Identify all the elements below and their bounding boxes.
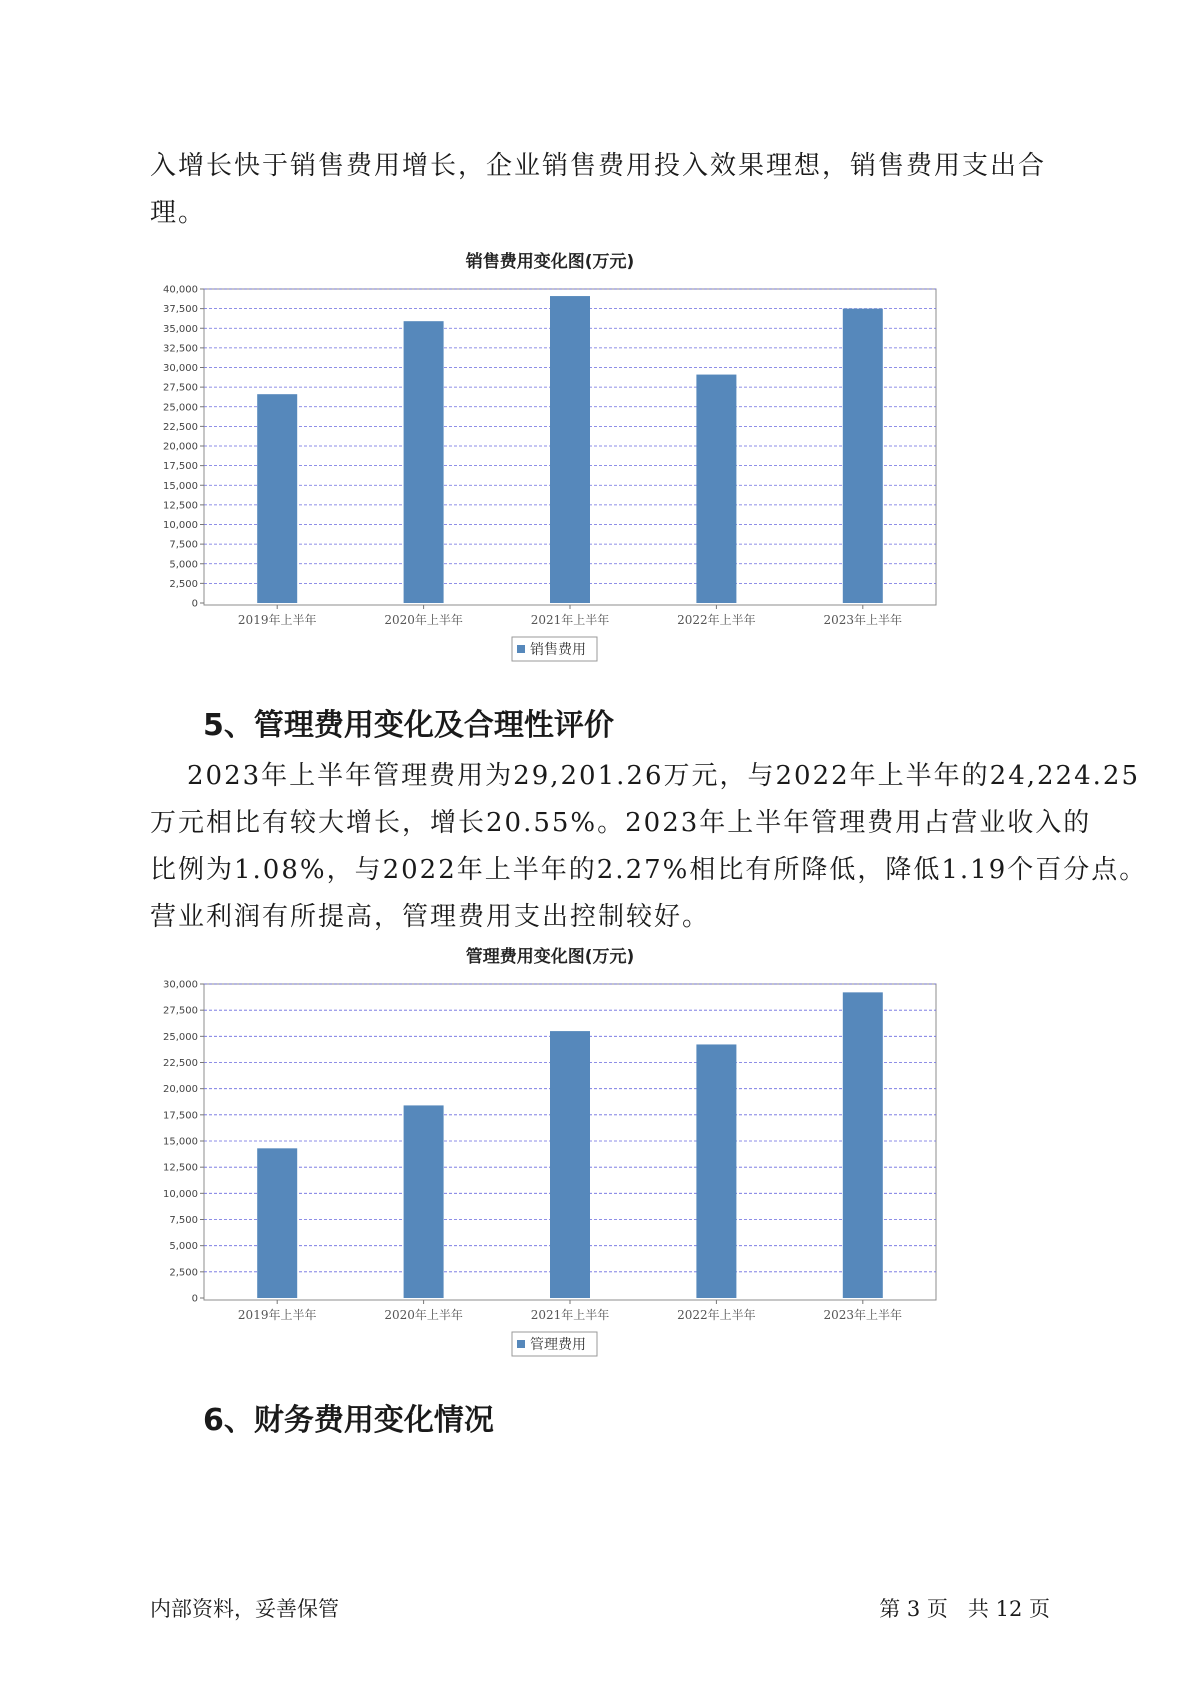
- legend: [512, 1332, 597, 1356]
- bar-2023年上半年: [843, 992, 883, 1298]
- x-tick-label: 2019年上半年: [237, 613, 317, 627]
- x-tick-label: 2023年上半年: [823, 613, 903, 627]
- y-tick-label: 0: [191, 1293, 198, 1305]
- x-tick-label: 2020年上半年: [384, 613, 463, 627]
- y-tick-label: 12,500: [163, 1162, 198, 1174]
- x-tick-label: 2021年上半年: [530, 613, 610, 627]
- y-tick-label: 20,000: [163, 1084, 198, 1096]
- intro-paragraph: [150, 143, 1050, 237]
- y-tick-label: 30,000: [163, 363, 198, 374]
- legend-swatch: [517, 645, 525, 653]
- y-tick-label: 7,500: [169, 539, 198, 551]
- y-tick-label: 7,500: [169, 1215, 198, 1226]
- y-tick-label: 0: [191, 598, 198, 610]
- y-tick-label: 40,000: [163, 284, 198, 296]
- y-tick-label: 25,000: [163, 1031, 198, 1043]
- legend-label: 销售费用: [530, 642, 586, 658]
- intro-line-1: 入增长快于销售费用增长，企业销售费用投入效果理想，销售费用支出合: [150, 151, 1047, 181]
- bar-2022年上半年: [696, 375, 736, 603]
- y-tick-label: 25,000: [163, 402, 198, 414]
- y-tick-label: 17,500: [163, 1110, 198, 1122]
- x-tick-label: 2023年上半年: [823, 1308, 903, 1322]
- bar-2023年上半年: [843, 309, 883, 603]
- chart-title: 销售费用变化图(万元): [465, 252, 635, 272]
- y-tick-label: 30,000: [163, 979, 198, 991]
- bar-2022年上半年: [696, 1044, 736, 1298]
- y-tick-label: 17,500: [163, 461, 198, 473]
- section5-paragraph: [150, 753, 1148, 941]
- x-tick-label: 2022年上半年: [677, 613, 756, 627]
- y-tick-label: 15,000: [163, 1136, 198, 1148]
- section5-line-1: 2023年上半年管理费用为29,201.26万元，与2022年上半年的24,224.25: [187, 761, 1140, 791]
- sales-expense-chart-svg: [150, 245, 1050, 685]
- y-tick-label: 10,000: [163, 1188, 198, 1200]
- bar-2020年上半年: [404, 321, 444, 603]
- section6-heading: 6、财务费用变化情况: [203, 1403, 494, 1438]
- y-tick-label: 37,500: [163, 304, 198, 316]
- y-tick-label: 27,500: [163, 382, 198, 394]
- y-tick-label: 27,500: [163, 1005, 198, 1017]
- y-tick-label: 12,500: [163, 500, 198, 512]
- y-tick-label: 5,000: [169, 559, 198, 571]
- section5-line-2: 万元相比有较大增长，增长20.55%。2023年上半年管理费用占营业收入的: [150, 808, 1092, 838]
- bar-2021年上半年: [550, 1031, 590, 1298]
- x-tick-label: 2021年上半年: [530, 1308, 610, 1322]
- bar-2019年上半年: [257, 394, 297, 603]
- bar-2021年上半年: [550, 296, 590, 603]
- y-tick-label: 32,500: [163, 343, 198, 355]
- y-tick-label: 15,000: [163, 480, 198, 492]
- section5-line-4: 营业利润有所提高，管理费用支出控制较好。: [150, 902, 711, 932]
- x-tick-label: 2019年上半年: [237, 1308, 317, 1322]
- y-tick-label: 10,000: [163, 520, 198, 531]
- section5-line-3: 比例为1.08%，与2022年上半年的2.27%相比有所降低，降低1.19个百分点。: [150, 855, 1148, 885]
- y-tick-label: 5,000: [169, 1241, 198, 1253]
- y-tick-label: 2,500: [169, 1267, 198, 1279]
- bar-2019年上半年: [257, 1148, 297, 1298]
- y-tick-label: 22,500: [163, 421, 198, 433]
- bar-2020年上半年: [404, 1105, 444, 1298]
- y-tick-label: 35,000: [163, 323, 198, 335]
- legend: [512, 637, 597, 661]
- intro-line-2: 理。: [150, 198, 207, 228]
- footer-left: 内部资料，妥善保管: [150, 1597, 339, 1621]
- section5-heading: 5、管理费用变化及合理性评价: [203, 708, 614, 743]
- admin-expense-chart-svg: [150, 940, 1050, 1380]
- admin-expense-chart: [150, 940, 1050, 1380]
- legend-label: 管理费用: [530, 1337, 586, 1353]
- x-tick-label: 2020年上半年: [384, 1308, 463, 1322]
- footer-page-number: 第 3 页 共 12 页: [879, 1597, 1050, 1621]
- y-tick-label: 20,000: [163, 441, 198, 453]
- sales-expense-chart: [150, 245, 1050, 685]
- legend-swatch: [517, 1340, 525, 1348]
- x-tick-label: 2022年上半年: [677, 1308, 756, 1322]
- chart-title: 管理费用变化图(万元): [465, 947, 635, 967]
- y-tick-label: 22,500: [163, 1058, 198, 1069]
- y-tick-label: 2,500: [169, 578, 198, 590]
